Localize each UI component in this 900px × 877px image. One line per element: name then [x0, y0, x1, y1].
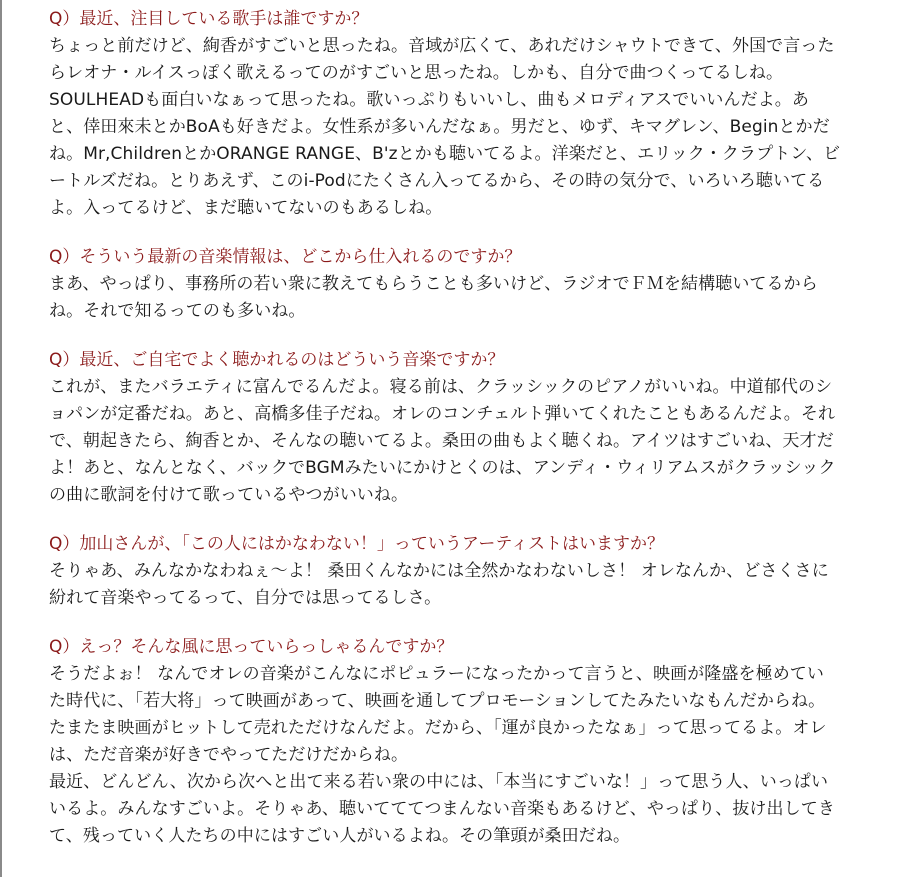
qa-block-4 — [49, 531, 889, 612]
answer-1-line: らレオナ・ルイスっぽく歌えるってのがすごいと思ったね。しかも、自分で曲つくってるしね。 — [49, 63, 784, 83]
answer-1-line: よ。入ってるけど、まだ聴いてないのもあるしね。 — [49, 198, 443, 218]
answer-1-line: ートルズだね。とりあえず、このi-Podにたくさん入ってるから、その時の気分で、いろいろ聴いてる — [49, 171, 825, 191]
answer-5-line: た時代に、「若大将」って映画があって、映画を通してプロモーションしてたみたいなもんだからね。 — [49, 691, 826, 711]
interview-article — [49, 6, 889, 872]
answer-5-line: そうだよぉ！ なんでオレの音楽がこんなにポピュラーになったかって言うと、映画が隆盛を極めてい — [49, 664, 825, 684]
answer-2-line: ね。それで知るってのも多いね。 — [49, 301, 306, 321]
answer-5-line: て、残っていく人たちの中にはすごい人がいるよね。その筆頭が桑田だね。 — [49, 826, 631, 846]
answer-4-line: そりゃあ、みんなかなわねぇ～よ！ 桑田くんなかには全然かなわないしさ！ オレなんか、どさくさに — [49, 561, 829, 581]
answer-3-line: ョパンが定番だね。あと、高橋多佳子だね。オレのコンチェルト弾いてくれたこともあるんだよ。それ — [49, 404, 836, 424]
answer-5-line: 最近、どんどん、次から次へと出て来る若い衆の中には、「本当にすごいな！」って思う人、いっぱい — [49, 772, 829, 792]
answer-3-line: よ！あと、なんとなく、バックでBGMみたいにかけとくのは、アンディ・ウィリアムスがクラッシック — [49, 458, 836, 478]
question-4: Q）加山さんが、「この人にはかなわない！」っていうアーティストはいますか？ — [49, 534, 665, 554]
answer-2-line: まあ、やっぱり、事務所の若い衆に教えてもらうことも多いけど、ラジオでＦＭを結構聴いてるから — [49, 274, 818, 294]
answer-5-line: は、ただ音楽が好きでやってただけだからね。 — [49, 745, 409, 765]
answer-1-line: SOULHEADも面白いなぁって思ったね。歌いっぷりもいいし、曲もメロディアスでいいんだよ。あ — [49, 90, 809, 110]
qa-block-5 — [49, 634, 889, 850]
answer-3-line: の曲に歌詞を付けて歌っているやつがいいね。 — [49, 485, 409, 505]
answer-3-line: これが、またバラエティに富んでるんだよ。寝る前は、クラッシックのピアノがいいね。中道郁代のシ — [49, 377, 833, 397]
question-5: Q）えっ？そんな風に思っていらっしゃるんですか？ — [49, 637, 454, 657]
answer-5-line: いるよ。みんなすごいよ。そりゃあ、聴いてててつまんない音楽もあるけど、やっぱり、抜け出してき — [49, 799, 835, 819]
qa-block-1 — [49, 6, 889, 222]
qa-block-2 — [49, 244, 889, 325]
left-border-rule — [0, 0, 2, 877]
answer-1-line: と、倖田來未とかBoAも好きだよ。女性系が多いんだなぁ。男だと、ゆず、キマグレン、Beginとかだ — [49, 117, 830, 137]
qa-block-3 — [49, 347, 889, 509]
answer-1-line: ちょっと前だけど、絢香がすごいと思ったね。音域が広くて、あれだけシャウトできて、外国で言った — [49, 36, 835, 56]
answer-5-line: たまたま映画がヒットして売れただけなんだよ。だから、「運が良かったなぁ」って思ってるよ。オレ — [49, 718, 827, 738]
answer-4-line: 紛れて音楽やってるって、自分では思ってるしさ。 — [49, 588, 442, 608]
question-1: Q）最近、注目している歌手は誰ですか？ — [49, 9, 369, 29]
answer-3-line: で、朝起きたら、絢香とか、そんなの聴いてるよ。桑田の曲もよく聴くね。アイツはすごいね、天才だ — [49, 431, 834, 451]
question-3: Q）最近、ご自宅でよく聴かれるのはどういう音楽ですか？ — [49, 350, 505, 370]
answer-1-line: ね。Mr,ChildrenとかORANGE RANGE、B'zとかも聴いてるよ。洋楽だと、エリック・クラプトン、ビ — [49, 144, 841, 164]
question-2: Q）そういう最新の音楽情報は、どこから仕入れるのですか？ — [49, 247, 522, 267]
